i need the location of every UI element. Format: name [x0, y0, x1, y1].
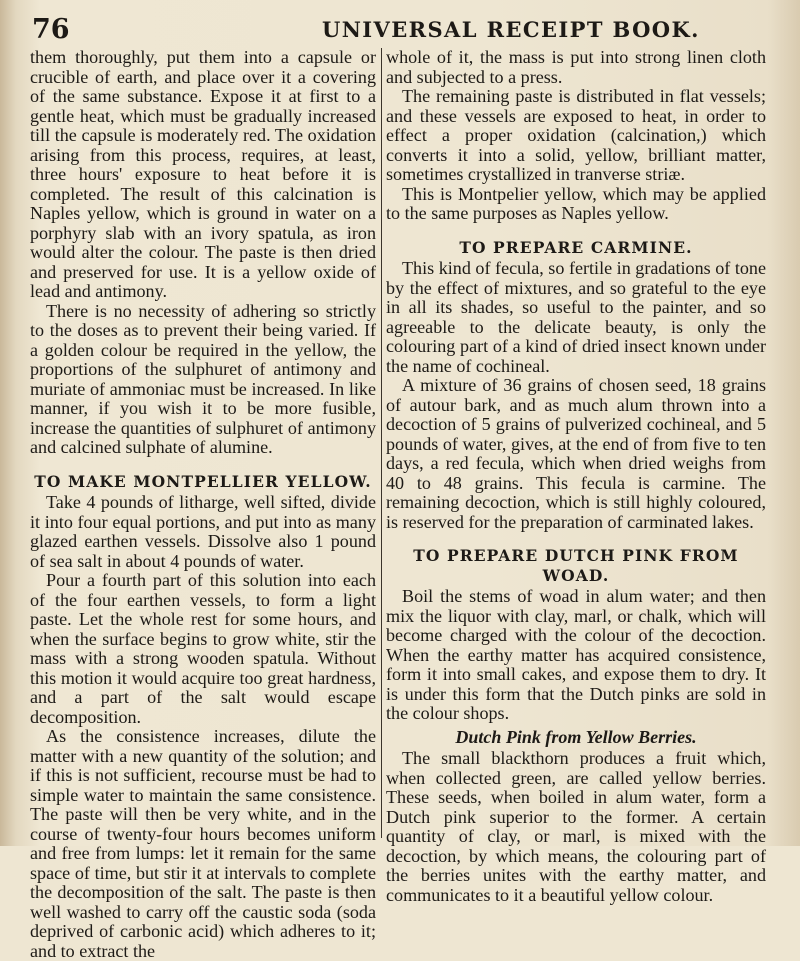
paragraph: This kind of fecula, so fertile in gradations of tone by the effect of mixtures, and so grateful to the eye in all its shades, so useful to the painter, and so agreeable to the delicate beauty, is only the colouring part of a kind of dried insect known under the name of cochineal.	[386, 258, 766, 376]
section-heading: TO PREPARE DUTCH PINK FROM WOAD.	[413, 546, 739, 585]
subsection-heading: Dutch Pink from Yellow Berries.	[455, 726, 697, 747]
page-header	[32, 14, 762, 44]
paragraph: A mixture of 36 grains of chosen seed, 18 grains of autour bark, and as much alum thrown into a decoction of 5 grains of pulverized cochineal, and 5 pounds of water, gives, at the end of from five to ten days, a red fecula, which when dried weighs from 40 to 48 grains. This fecula is carmine. The remaining decoction, which is still highly coloured, is reserved for the preparation of carminated lakes.	[386, 375, 766, 532]
paragraph: There is no necessity of adhering so strictly to the doses as to prevent their being varied. If a golden colour be required in the yellow, the proportions of the sulphuret of antimony and muriate of ammoniac must be increased. In like manner, if you wish it to be more fusible, increase the quantities of sulphuret of antimony and calcined sulphate of alumine.	[30, 300, 376, 457]
paragraph: Take 4 pounds of litharge, well sifted, divide it into four equal portions, and put into as many glazed earthen vessels. Dissolve also 1 pound of sea salt in about 4 pounds of water.	[30, 492, 376, 571]
left-column	[30, 47, 382, 961]
paragraph: them thoroughly, put them into a capsule or crucible of earth, and place over it a covering of the same substance. Expose it at first to a gentle heat, which must be gradually increased till the capsule is moderately red. The oxidation arising from this process, requires, at least, three hours' exposure to heat before it is completed. The result of this calcination is Naples yellow, which is ground in water on a porphyry slab with an ivory spatula, as iron would alter the colour. The paste is then dried and preserved for use. It is a yellow oxide of lead and antimony.	[30, 47, 376, 301]
paragraph: whole of it, the mass is put into strong linen cloth and subjected to a press.	[386, 47, 766, 87]
paragraph: Pour a fourth part of this solution into each of the four earthen vessels, to form a light paste. Let the whole rest for some hours, and when the surface begins to grow white, stir the mass with a strong wooden spatula. Without this motion it would acquire too great hardness, and a part of the salt would escape decomposition.	[30, 570, 376, 727]
paragraph: Boil the stems of woad in alum water; and then mix the liquor with clay, marl, or chalk, which will become charged with the colour of the decoction. When the earthy matter has acquired consistence, form it into small cakes, and expose them to dry. It is under this form that the Dutch pinks are sold in the colour shops.	[386, 586, 766, 723]
paragraph: The remaining paste is distributed in flat vessels; and these vessels are exposed to heat, in order to effect a proper oxidation (calcination,) which converts it into a solid, yellow, brilliant matter, sometimes crystallized in tranverse striæ.	[386, 86, 766, 184]
paragraph: The small blackthorn produces a fruit which, when collected green, are called yellow berries. These seeds, when boiled in alum water, form a Dutch pink superior to the former. A certain quantity of clay, or marl, is mixed with the decoction, by which means, the colouring part of the berries unites with the earthy matter, and communicates to it a beautiful yellow colour.	[386, 748, 766, 905]
paragraph: As the consistence increases, dilute the matter with a new quantity of the solution; and if this is not sufficient, recourse must be had to simple water to maintain the same consistence. The paste will then be very white, and in the course of twenty-four hours becomes uniform and free from lumps: let it remain for the same space of time, but stir it at intervals to complete the decomposition of the salt. The paste is then well washed to carry off the caustic soda (soda deprived of carbonic acid) which adheres to it; and to extract the	[30, 726, 376, 961]
page-number: 76	[32, 14, 70, 45]
running-title: UNIVERSAL RECEIPT BOOK.	[322, 17, 700, 42]
right-column	[386, 48, 766, 905]
section-heading: TO MAKE MONTPELLIER YELLOW.	[34, 471, 372, 491]
paragraph: This is Montpelier yellow, which may be applied to the same purposes as Naples yellow.	[386, 183, 766, 223]
section-heading: TO PREPARE CARMINE.	[459, 237, 693, 257]
